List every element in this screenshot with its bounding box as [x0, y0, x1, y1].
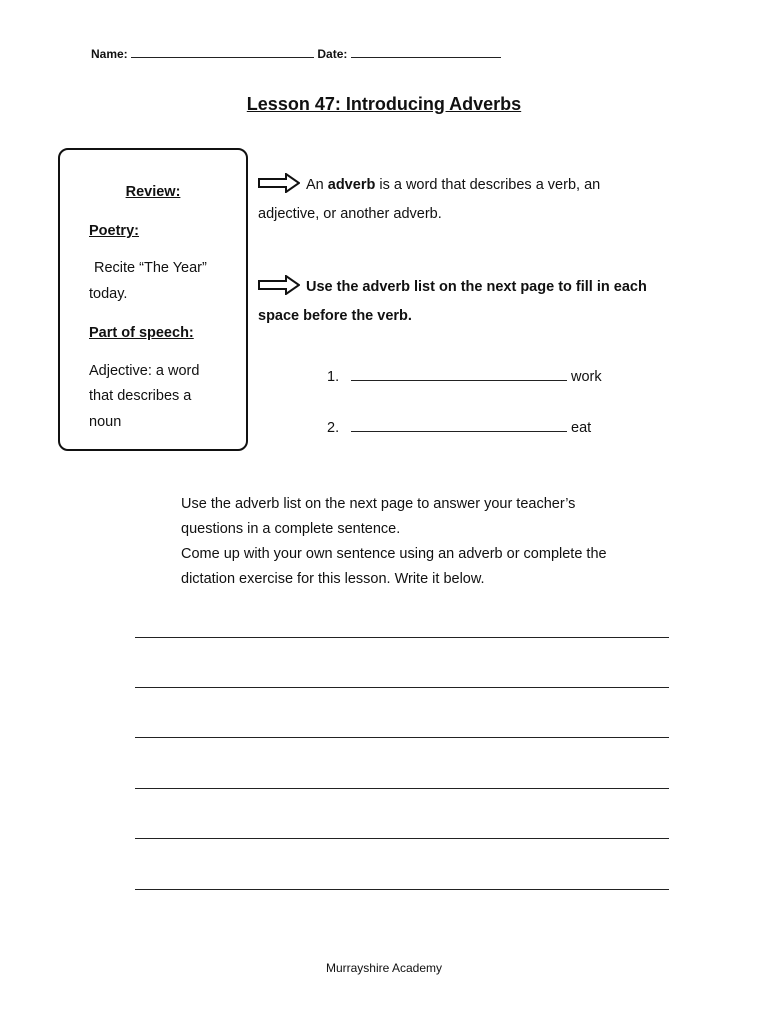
pos-line-1: Adjective: a word — [89, 363, 200, 379]
name-blank[interactable] — [131, 46, 314, 58]
instructions — [181, 492, 681, 592]
name-date-header — [91, 46, 501, 61]
right-arrow-icon — [258, 275, 300, 304]
right-arrow-icon — [258, 173, 300, 202]
exercise-verb: eat — [571, 420, 592, 436]
date-blank[interactable] — [351, 46, 501, 58]
poetry-line-2: today. — [89, 286, 128, 302]
writing-line[interactable] — [135, 889, 669, 890]
date-label: Date: — [317, 47, 348, 61]
writing-line[interactable] — [135, 637, 669, 638]
footer-school-name: Murrayshire Academy — [325, 961, 443, 975]
exercise-number: 1. — [327, 369, 340, 385]
exercise-number: 2. — [327, 420, 340, 436]
part-of-speech-heading: Part of speech: — [89, 325, 194, 341]
instructions-line-3: Come up with your own sentence using an adverb or complete the — [181, 546, 607, 562]
writing-line[interactable] — [135, 737, 669, 738]
exercise-item — [327, 366, 602, 385]
instructions-line-1: Use the adverb list on the next page to answer your teacher’s — [181, 496, 576, 512]
pos-line-3: noun — [89, 414, 122, 430]
poetry-heading: Poetry: — [89, 223, 139, 239]
review-heading: Review: — [125, 184, 181, 200]
writing-line[interactable] — [135, 788, 669, 789]
task-line-1: Use the adverb list on the next page to fill in each — [306, 279, 647, 295]
name-label: Name: — [91, 47, 128, 61]
instructions-line-4: dictation exercise for this lesson. Write it below. — [181, 571, 485, 587]
lesson-title: Lesson 47: Introducing Adverbs — [246, 94, 522, 114]
exercise-blank[interactable] — [351, 366, 567, 381]
poetry-line-1: Recite “The Year” — [94, 260, 207, 276]
exercise-verb: work — [571, 369, 602, 385]
definition-line-2: adjective, or another adverb. — [258, 206, 442, 222]
definition-paragraph: An adverb is a word that describes a verb, an adjective, or another adverb. — [258, 173, 698, 227]
exercise-item — [327, 417, 591, 436]
exercise-blank[interactable] — [351, 417, 567, 432]
writing-line[interactable] — [135, 687, 669, 688]
task-paragraph — [258, 275, 718, 329]
task-line-2: space before the verb. — [258, 308, 412, 324]
writing-line[interactable] — [135, 838, 669, 839]
pos-line-2: that describes a — [89, 388, 192, 404]
adverb-term: adverb — [327, 177, 376, 193]
instructions-line-2: questions in a complete sentence. — [181, 521, 401, 537]
review-box — [58, 148, 248, 451]
